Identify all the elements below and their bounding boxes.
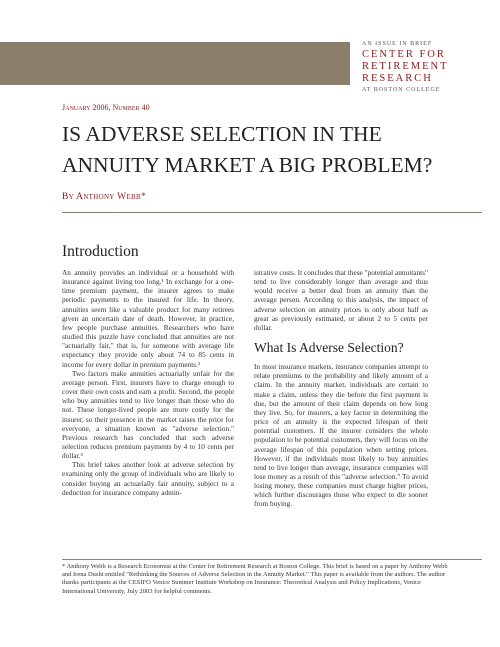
paragraph: In most insurance markets, insurance companies attempt to relate premiums to the probability and likely amount of a claim. In the annuity market, individuals are certain to make a claim, unless they die before the first payment is due, but the amount of their claim depends on how long they live. So, for insurers, a key factor in determining the price of an annuity is the expected lifespan of their potential customers. If the insurer considers the whole population to be potential customers, they will focus on the average lifespan of this population when setting prices. However, if the individuals most likely to buy annuities tend to live longer than average, insurance companies will lose money as a result of this "adverse selection." To avoid losing money, these companies must charge higher prices, which further discourages those who expect to die sooner from buying. — [254, 362, 428, 509]
intro-heading: Introduction — [62, 243, 139, 260]
issue-line: January 2006, Number 40 — [62, 103, 150, 112]
footnote: * Anthony Webb is a Research Economist at the Center for Retirement Research at Boston College. This brief is based on a paper by Anthony Webb and Irena Dushi entitled "Rethinking the Sources of Adverse Selection in the Annuity Market." This paper is available from the authors. The author thanks participants at the CESIFO Venice Summer Institute Workshop on Insurance: Theoretical Analysis and Policy Implications, Venice International University, July 2003 for helpful comments. — [62, 563, 448, 595]
brand-line-2: CENTER FOR — [362, 49, 446, 60]
section-heading: What Is Adverse Selection? — [254, 340, 404, 356]
brand-line-5: AT BOSTON COLLEGE — [362, 87, 441, 93]
header-band — [0, 42, 350, 85]
paragraph: An annuity provides an individual or a household with insurance against living too long.¹ In exchange for a one-time premium payment, the insurer agrees to make periodic payments to the insured for life. In theory, annuities seem like a valuable product for many retirees given an uncertain date of death. However, in practice, few people purchase annuities. Researchers who have studied this puzzle have concluded that annuities are not "actuarially fair," that is, for someone with average life expectancy they provide only about 74 to 85 cents in income for every dollar in premium payments.² — [62, 268, 234, 369]
column-left — [62, 268, 234, 497]
brand-line-4: RESEARCH — [362, 73, 433, 84]
column-right — [254, 268, 428, 509]
page-title: IS ADVERSE SELECTION IN THE ANNUITY MARKET A BIG PROBLEM? — [62, 122, 433, 177]
title-divider — [62, 212, 482, 213]
author-byline: By Anthony Webb* — [62, 192, 146, 202]
brand-line-1: AN ISSUE IN BRIEF — [362, 41, 433, 47]
paragraph: Two factors make annuities actuarially unfair for the average person. First, insurers have to charge enough to cover their own costs and earn a profit. Second, the people who buy annuities tend to live longer than those who do not. These longer-lived people are more costly for the insurer, so their presence in the market raises the price for everyone, a situation known as "adverse selection." Previous research has concluded that such adverse selection reduces premium payments by 4 to 10 cents per dollar.³ — [62, 368, 234, 461]
footnote-divider — [62, 559, 482, 560]
brand-logo — [362, 40, 482, 95]
paragraph: This brief takes another look at adverse selection by examining only the group of individuals who are likely to consider buying an actuarially fair annuity, subject to a deduction for insurance company admin- — [62, 460, 234, 497]
brand-line-3: RETIREMENT — [362, 61, 449, 72]
paragraph: istrative costs. It concludes that these "potential annuitants" tend to live considerably longer than average and thus would receive a better deal from an annuity than the average person. According to this analysis, the impact of adverse selection on annuity prices is only about half as great as previously estimated, or about 2 to 5 cents per dollar. — [254, 268, 428, 332]
